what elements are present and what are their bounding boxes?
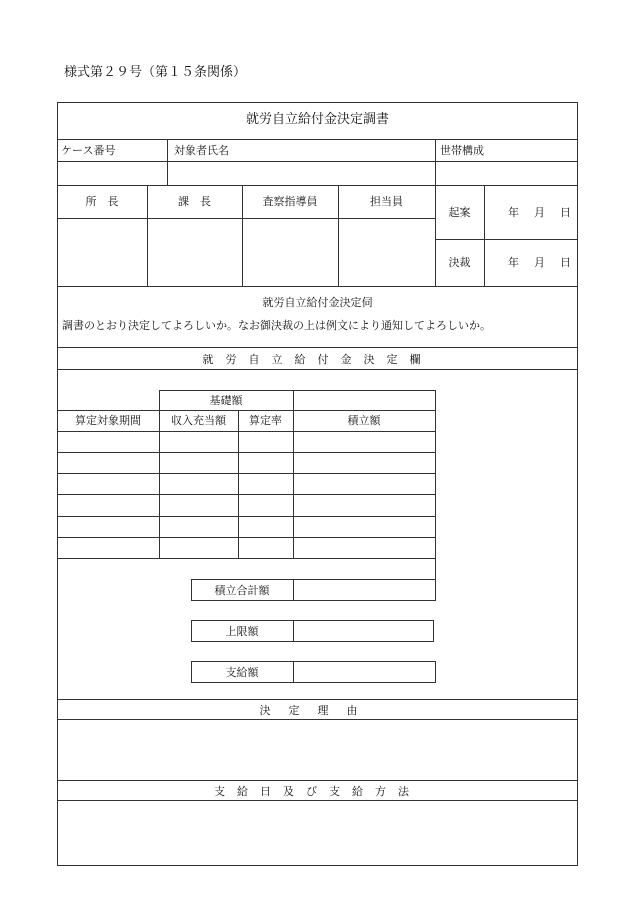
case-number-label: ケース番号: [61, 144, 116, 157]
divider: [57, 452, 436, 453]
decided-month: 月: [534, 256, 545, 269]
decided-year: 年: [508, 256, 519, 269]
section-chief-label: 課 長: [178, 195, 211, 208]
form-number: 様式第２９号（第１５条関係）: [64, 65, 247, 80]
divider: [57, 347, 578, 348]
director-label: 所 長: [85, 195, 119, 208]
divider: [293, 620, 294, 642]
caseworker-label: 担当員: [370, 195, 403, 208]
divider: [57, 139, 578, 140]
divider: [167, 139, 168, 185]
income-allocated-header: 収入充当額: [171, 414, 226, 427]
drafted-day: 日: [560, 206, 571, 219]
divider: [484, 185, 485, 286]
decision-heading: 就労自立給付金決定欄: [202, 353, 433, 366]
payment-amount-label: 支給額: [225, 666, 259, 679]
divider: [57, 369, 578, 370]
drafted-month: 月: [534, 206, 545, 219]
decided-day: 日: [560, 256, 571, 269]
drafted-year: 年: [508, 206, 519, 219]
subject-name-label: 対象者氏名: [174, 144, 229, 157]
form-frame: [57, 102, 578, 866]
divider: [57, 516, 436, 517]
divider: [57, 780, 578, 781]
divider: [57, 410, 436, 411]
divider: [57, 699, 578, 700]
divider: [435, 239, 578, 240]
accumulated-header: 積立額: [347, 414, 381, 427]
divider: [57, 431, 436, 432]
supervisor-label: 査察指導員: [262, 195, 318, 208]
decided-label: 決裁: [448, 256, 471, 269]
household-label: 世帯構成: [440, 144, 484, 157]
divider: [57, 494, 436, 495]
divider: [57, 800, 578, 801]
upper-limit-label: 上限額: [225, 625, 259, 638]
drafted-label: 起案: [448, 206, 471, 219]
divider: [57, 537, 436, 538]
divider: [57, 719, 578, 720]
base-amount-header: 基礎額: [209, 394, 243, 407]
reason-heading: 決定理由: [259, 704, 376, 717]
total-accumulated-label: 積立合計額: [214, 584, 270, 597]
divider: [435, 139, 436, 185]
divider: [57, 185, 578, 186]
divider: [293, 661, 294, 683]
form-title: 就労自立給付金決定調書: [245, 112, 389, 127]
divider: [293, 579, 294, 601]
payment-heading: 支給日及び支給方法: [214, 785, 421, 798]
divider: [238, 410, 239, 558]
rate-header: 算定率: [249, 414, 282, 427]
divider: [159, 390, 436, 391]
divider: [435, 185, 436, 286]
period-header: 算定対象期間: [75, 414, 141, 427]
divider: [57, 161, 578, 162]
divider: [57, 286, 578, 287]
divider: [57, 473, 436, 474]
inquiry-text: 調書のとおり決定してよろしいか。なお御決裁の上は例文により通知してよろしいか。: [62, 319, 491, 332]
inquiry-heading: 就労自立給付金決定伺: [262, 296, 373, 309]
divider: [57, 218, 435, 219]
divider: [57, 558, 436, 559]
divider: [435, 390, 436, 579]
